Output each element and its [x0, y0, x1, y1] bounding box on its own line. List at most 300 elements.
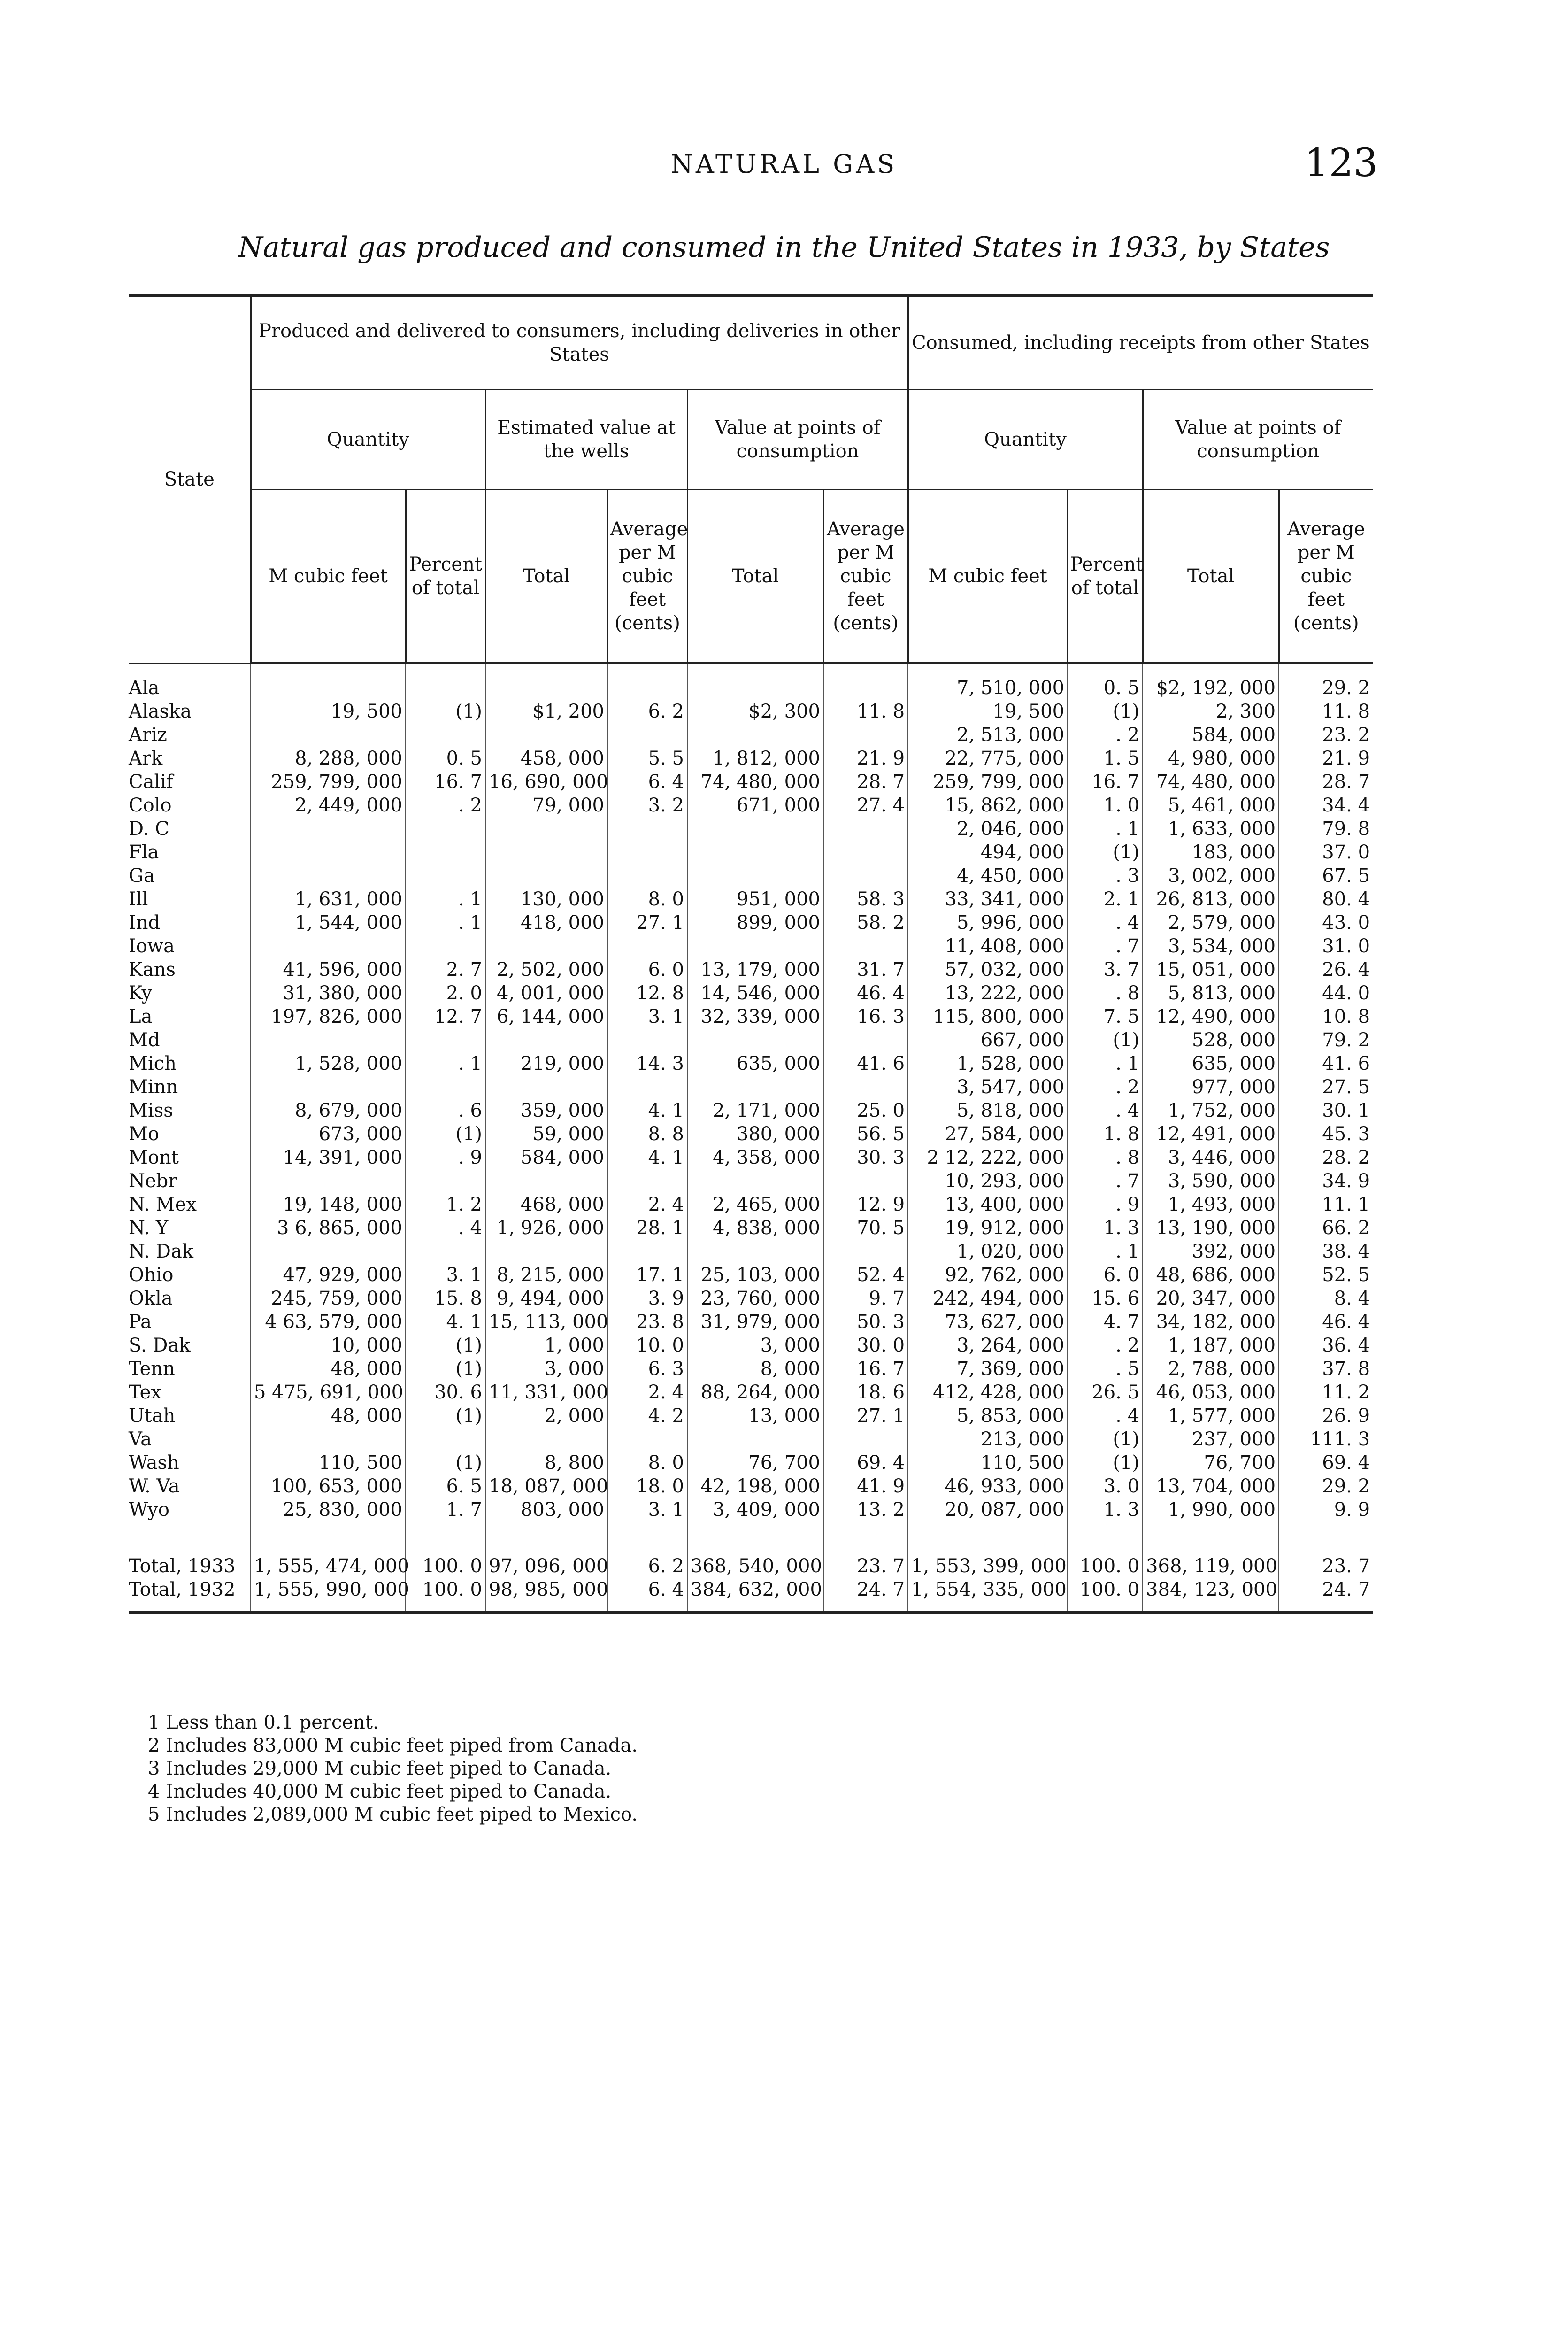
state-cell: Tenn [129, 1357, 251, 1381]
value-cell: $2, 192, 000 [1143, 663, 1279, 700]
total-value-cell: 368, 540, 000 [687, 1536, 823, 1578]
value-cell: 44. 0 [1279, 981, 1373, 1005]
state-cell: Wyo [129, 1498, 251, 1536]
value-cell: 2. 7 [406, 958, 485, 981]
table-caption: Natural gas produced and consumed in the United States in 1933, by States [238, 231, 1330, 264]
value-cell: 3, 002, 000 [1143, 864, 1279, 888]
value-cell [687, 1028, 823, 1052]
state-cell: Alaska [129, 700, 251, 723]
state-cell: Tex [129, 1381, 251, 1404]
value-cell [485, 663, 607, 700]
value-cell: 2. 4 [607, 1381, 687, 1404]
total-value-cell: 98, 985, 000 [485, 1578, 607, 1612]
value-cell: (1) [406, 1122, 485, 1146]
value-cell: 22, 775, 000 [908, 747, 1068, 770]
value-cell: 69. 4 [1279, 1451, 1373, 1475]
value-cell [251, 935, 406, 958]
value-cell [823, 723, 908, 747]
value-cell [485, 817, 607, 841]
value-cell: 59, 000 [485, 1122, 607, 1146]
value-cell: 48, 686, 000 [1143, 1263, 1279, 1287]
value-cell: 5 475, 691, 000 [251, 1381, 406, 1404]
col-header-total: Total [1143, 490, 1279, 664]
value-cell: 899, 000 [687, 911, 823, 935]
value-cell: 7, 510, 000 [908, 663, 1068, 700]
total-label: Total, 1932 [129, 1578, 251, 1612]
value-cell: 673, 000 [251, 1122, 406, 1146]
value-cell: 8. 4 [1279, 1287, 1373, 1310]
value-cell: 635, 000 [1143, 1052, 1279, 1075]
value-cell: 4. 2 [607, 1404, 687, 1428]
value-cell [607, 663, 687, 700]
total-value-cell: 1, 555, 990, 000 [251, 1578, 406, 1612]
value-cell [687, 864, 823, 888]
value-cell: 7. 5 [1068, 1005, 1143, 1028]
table-row [129, 1428, 1373, 1451]
value-cell: (1) [1068, 700, 1143, 723]
state-cell: Ohio [129, 1263, 251, 1287]
value-cell [406, 723, 485, 747]
value-cell: 219, 000 [485, 1052, 607, 1075]
value-cell: 45. 3 [1279, 1122, 1373, 1146]
value-cell: 2, 579, 000 [1143, 911, 1279, 935]
value-cell: 28. 2 [1279, 1146, 1373, 1169]
state-cell: N. Y [129, 1216, 251, 1240]
value-cell: 30. 6 [406, 1381, 485, 1404]
value-cell [406, 817, 485, 841]
value-cell: 3. 1 [607, 1498, 687, 1536]
state-cell: Okla [129, 1287, 251, 1310]
value-cell: 4, 450, 000 [908, 864, 1068, 888]
value-cell: 80. 4 [1279, 888, 1373, 911]
value-cell: 79, 000 [485, 794, 607, 817]
value-cell: 26, 813, 000 [1143, 888, 1279, 911]
value-cell: . 7 [1068, 1169, 1143, 1193]
value-cell: 977, 000 [1143, 1075, 1279, 1099]
footnote: 3 Includes 29,000 M cubic feet piped to Canada. [148, 1758, 612, 1779]
col-header-m-cubic-feet: M cubic feet [251, 490, 406, 664]
value-cell: 41. 6 [1279, 1052, 1373, 1075]
value-cell: 21. 9 [823, 747, 908, 770]
value-cell [485, 1075, 607, 1099]
value-cell: 418, 000 [485, 911, 607, 935]
value-cell [485, 1428, 607, 1451]
state-cell: S. Dak [129, 1334, 251, 1357]
total-value-cell: 23. 7 [1279, 1536, 1373, 1578]
value-cell: (1) [1068, 1451, 1143, 1475]
total-value-cell: 97, 096, 000 [485, 1536, 607, 1578]
value-cell: 14. 3 [607, 1052, 687, 1075]
value-cell: 458, 000 [485, 747, 607, 770]
table-row [129, 1287, 1373, 1310]
value-cell: 100, 653, 000 [251, 1475, 406, 1498]
value-cell: 27. 5 [1279, 1075, 1373, 1099]
state-cell: Va [129, 1428, 251, 1451]
value-cell: 21. 9 [1279, 747, 1373, 770]
value-cell: 58. 2 [823, 911, 908, 935]
state-cell: Nebr [129, 1169, 251, 1193]
value-cell: 28. 7 [823, 770, 908, 794]
value-cell: . 1 [1068, 817, 1143, 841]
value-cell: 16. 3 [823, 1005, 908, 1028]
col-header-average: Average per M cubic feet (cents) [1279, 490, 1373, 664]
total-value-cell: 384, 632, 000 [687, 1578, 823, 1612]
value-cell: 242, 494, 000 [908, 1287, 1068, 1310]
total-row [129, 1578, 1373, 1612]
value-cell: 412, 428, 000 [908, 1381, 1068, 1404]
value-cell: 36. 4 [1279, 1334, 1373, 1357]
value-cell: 8. 0 [607, 888, 687, 911]
value-cell: 2, 171, 000 [687, 1099, 823, 1122]
value-cell: 1, 633, 000 [1143, 817, 1279, 841]
value-cell: 5, 461, 000 [1143, 794, 1279, 817]
value-cell: 30. 1 [1279, 1099, 1373, 1122]
value-cell: 69. 4 [823, 1451, 908, 1475]
value-cell: 4. 1 [607, 1146, 687, 1169]
state-cell: Pa [129, 1310, 251, 1334]
value-cell: . 1 [406, 888, 485, 911]
value-cell: 27. 1 [607, 911, 687, 935]
value-cell: 6. 5 [406, 1475, 485, 1498]
value-cell [406, 1240, 485, 1263]
value-cell: 1. 0 [1068, 794, 1143, 817]
value-cell [823, 1028, 908, 1052]
value-cell: 25. 0 [823, 1099, 908, 1122]
table-row [129, 1216, 1373, 1240]
value-cell: 32, 339, 000 [687, 1005, 823, 1028]
value-cell: 13. 2 [823, 1498, 908, 1536]
table-row [129, 888, 1373, 911]
value-cell: . 4 [1068, 1099, 1143, 1122]
total-value-cell: 368, 119, 000 [1143, 1536, 1279, 1578]
value-cell: 4, 838, 000 [687, 1216, 823, 1240]
value-cell: 0. 5 [406, 747, 485, 770]
value-cell: 16. 7 [1068, 770, 1143, 794]
value-cell: 27, 584, 000 [908, 1122, 1068, 1146]
col-header-percent: Percent of total [1068, 490, 1143, 664]
value-cell: 1, 812, 000 [687, 747, 823, 770]
value-cell: 4. 1 [406, 1310, 485, 1334]
state-cell: D. C [129, 817, 251, 841]
value-cell: 31, 380, 000 [251, 981, 406, 1005]
table-row [129, 1334, 1373, 1357]
value-cell: 6, 144, 000 [485, 1005, 607, 1028]
value-cell: 50. 3 [823, 1310, 908, 1334]
value-cell: 18, 087, 000 [485, 1475, 607, 1498]
value-cell [607, 1428, 687, 1451]
value-cell [251, 864, 406, 888]
value-cell: 9, 494, 000 [485, 1287, 607, 1310]
value-cell: 14, 391, 000 [251, 1146, 406, 1169]
value-cell: 79. 2 [1279, 1028, 1373, 1052]
value-cell: . 2 [406, 794, 485, 817]
value-cell: 245, 759, 000 [251, 1287, 406, 1310]
state-cell: Colo [129, 794, 251, 817]
table-row [129, 935, 1373, 958]
value-cell: (1) [1068, 841, 1143, 864]
value-cell [251, 817, 406, 841]
value-cell: 6. 3 [607, 1357, 687, 1381]
value-cell [485, 841, 607, 864]
value-cell [251, 663, 406, 700]
value-cell [823, 1075, 908, 1099]
gas-statistics-table [129, 294, 1373, 1614]
value-cell: (1) [406, 700, 485, 723]
state-cell: Md [129, 1028, 251, 1052]
value-cell: 14, 546, 000 [687, 981, 823, 1005]
table-row [129, 747, 1373, 770]
value-cell: 92, 762, 000 [908, 1263, 1068, 1287]
value-cell: 4, 001, 000 [485, 981, 607, 1005]
value-cell: 19, 500 [908, 700, 1068, 723]
value-cell [823, 663, 908, 700]
value-cell: 110, 500 [251, 1451, 406, 1475]
value-cell: 237, 000 [1143, 1428, 1279, 1451]
value-cell: 803, 000 [485, 1498, 607, 1536]
table-body [129, 663, 1373, 1612]
value-cell: 13, 190, 000 [1143, 1216, 1279, 1240]
value-cell [607, 1169, 687, 1193]
value-cell: 3. 9 [607, 1287, 687, 1310]
value-cell: 74, 480, 000 [687, 770, 823, 794]
value-cell: 73, 627, 000 [908, 1310, 1068, 1334]
value-cell: 79. 8 [1279, 817, 1373, 841]
value-cell [823, 841, 908, 864]
value-cell [406, 1028, 485, 1052]
value-cell: 66. 2 [1279, 1216, 1373, 1240]
value-cell [823, 1240, 908, 1263]
value-cell [823, 1169, 908, 1193]
value-cell [823, 1428, 908, 1451]
value-cell [251, 723, 406, 747]
value-cell: 8, 679, 000 [251, 1099, 406, 1122]
value-cell: 11, 331, 000 [485, 1381, 607, 1404]
value-cell: 15, 113, 000 [485, 1310, 607, 1334]
value-cell [687, 663, 823, 700]
consumed-value-consumption-header: Value at points of consumption [1143, 390, 1373, 490]
value-cell [687, 723, 823, 747]
state-cell: Mich [129, 1052, 251, 1075]
value-cell: 5, 813, 000 [1143, 981, 1279, 1005]
value-cell: 48, 000 [251, 1404, 406, 1428]
consumed-group-header: Consumed, including receipts from other States [908, 295, 1373, 390]
value-cell: 76, 700 [1143, 1451, 1279, 1475]
value-cell: 1, 493, 000 [1143, 1193, 1279, 1216]
value-cell: 1, 577, 000 [1143, 1404, 1279, 1428]
value-cell: 3. 1 [406, 1263, 485, 1287]
col-header-average: Average per M cubic feet (cents) [607, 490, 687, 664]
value-cell: 1. 5 [1068, 747, 1143, 770]
value-cell [687, 1240, 823, 1263]
value-cell: 115, 800, 000 [908, 1005, 1068, 1028]
value-cell: 3, 264, 000 [908, 1334, 1068, 1357]
value-cell: 31, 979, 000 [687, 1310, 823, 1334]
total-value-cell: 6. 4 [607, 1578, 687, 1612]
total-value-cell: 24. 7 [823, 1578, 908, 1612]
total-value-cell: 384, 123, 000 [1143, 1578, 1279, 1612]
value-cell: 18. 0 [607, 1475, 687, 1498]
value-cell: 3. 0 [1068, 1475, 1143, 1498]
total-row [129, 1536, 1373, 1578]
state-cell: Ind [129, 911, 251, 935]
table-row [129, 1310, 1373, 1334]
value-cell: . 6 [406, 1099, 485, 1122]
value-cell: (1) [406, 1357, 485, 1381]
value-cell [485, 864, 607, 888]
value-cell: 951, 000 [687, 888, 823, 911]
value-cell: 8, 288, 000 [251, 747, 406, 770]
value-cell: 635, 000 [687, 1052, 823, 1075]
value-cell: 5, 996, 000 [908, 911, 1068, 935]
state-column-header: State [129, 295, 251, 663]
value-cell: 2, 000 [485, 1404, 607, 1428]
table-row [129, 1404, 1373, 1428]
value-cell: 37. 0 [1279, 841, 1373, 864]
state-cell: Ga [129, 864, 251, 888]
total-value-cell: 100. 0 [1068, 1578, 1143, 1612]
produced-value-consumption-header: Value at points of consumption [687, 390, 908, 490]
state-cell: W. Va [129, 1475, 251, 1498]
value-cell: 5, 853, 000 [908, 1404, 1068, 1428]
value-cell [406, 864, 485, 888]
value-cell: 23, 760, 000 [687, 1287, 823, 1310]
footnotes [148, 1711, 638, 1826]
value-cell: 3 6, 865, 000 [251, 1216, 406, 1240]
state-cell: Ky [129, 981, 251, 1005]
table-row [129, 1146, 1373, 1169]
value-cell: . 2 [1068, 1075, 1143, 1099]
value-cell: 3. 2 [607, 794, 687, 817]
value-cell [607, 1075, 687, 1099]
value-cell: 380, 000 [687, 1122, 823, 1146]
state-cell: Miss [129, 1099, 251, 1122]
value-cell [687, 1428, 823, 1451]
value-cell: . 4 [406, 1216, 485, 1240]
value-cell: 43. 0 [1279, 911, 1373, 935]
table-row [129, 770, 1373, 794]
value-cell: 52. 4 [823, 1263, 908, 1287]
value-cell: 12, 491, 000 [1143, 1122, 1279, 1146]
value-cell: 259, 799, 000 [251, 770, 406, 794]
footnote: 2 Includes 83,000 M cubic feet piped from Canada. [148, 1735, 638, 1756]
table-row [129, 1099, 1373, 1122]
value-cell: . 1 [406, 911, 485, 935]
table-row [129, 663, 1373, 700]
value-cell: 27. 1 [823, 1404, 908, 1428]
table-row [129, 1122, 1373, 1146]
value-cell: 0. 5 [1068, 663, 1143, 700]
value-cell: 38. 4 [1279, 1240, 1373, 1263]
value-cell: 1, 528, 000 [908, 1052, 1068, 1075]
total-value-cell: 1, 555, 474, 000 [251, 1536, 406, 1578]
table-row [129, 841, 1373, 864]
state-cell: Kans [129, 958, 251, 981]
value-cell: 2, 046, 000 [908, 817, 1068, 841]
value-cell: 1, 528, 000 [251, 1052, 406, 1075]
produced-quantity-header: Quantity [251, 390, 485, 490]
value-cell: 46, 053, 000 [1143, 1381, 1279, 1404]
value-cell: 15, 862, 000 [908, 794, 1068, 817]
value-cell: $2, 300 [687, 700, 823, 723]
table-row [129, 794, 1373, 817]
value-cell: 3, 000 [687, 1334, 823, 1357]
value-cell: 15. 8 [406, 1287, 485, 1310]
table-row [129, 1381, 1373, 1404]
value-cell [687, 841, 823, 864]
value-cell: 5, 818, 000 [908, 1099, 1068, 1122]
value-cell: 183, 000 [1143, 841, 1279, 864]
value-cell: 4. 7 [1068, 1310, 1143, 1334]
value-cell: 1. 3 [1068, 1216, 1143, 1240]
value-cell: 528, 000 [1143, 1028, 1279, 1052]
col-header-m-cubic-feet: M cubic feet [908, 490, 1068, 664]
total-value-cell: 6. 2 [607, 1536, 687, 1578]
table-row [129, 911, 1373, 935]
value-cell: 19, 500 [251, 700, 406, 723]
value-cell [607, 935, 687, 958]
value-cell: 42, 198, 000 [687, 1475, 823, 1498]
value-cell [406, 1428, 485, 1451]
value-cell: 37. 8 [1279, 1357, 1373, 1381]
value-cell: 2. 4 [607, 1193, 687, 1216]
running-title: NATURAL GAS [670, 149, 898, 179]
state-cell: Wash [129, 1451, 251, 1475]
value-cell: 2, 465, 000 [687, 1193, 823, 1216]
value-cell: 46, 933, 000 [908, 1475, 1068, 1498]
value-cell: 8, 800 [485, 1451, 607, 1475]
value-cell [687, 1075, 823, 1099]
value-cell: 2. 0 [406, 981, 485, 1005]
value-cell [251, 1428, 406, 1451]
value-cell: 52. 5 [1279, 1263, 1373, 1287]
state-cell: Mont [129, 1146, 251, 1169]
value-cell: 4, 980, 000 [1143, 747, 1279, 770]
value-cell [406, 841, 485, 864]
value-cell: 19, 912, 000 [908, 1216, 1068, 1240]
value-cell [607, 1240, 687, 1263]
value-cell: 41. 6 [823, 1052, 908, 1075]
value-cell: 1. 2 [406, 1193, 485, 1216]
table-row [129, 1451, 1373, 1475]
value-cell: . 1 [1068, 1240, 1143, 1263]
value-cell [607, 841, 687, 864]
table-row [129, 981, 1373, 1005]
table-row [129, 817, 1373, 841]
value-cell: 41, 596, 000 [251, 958, 406, 981]
value-cell: 13, 400, 000 [908, 1193, 1068, 1216]
value-cell: 197, 826, 000 [251, 1005, 406, 1028]
total-value-cell: 100. 0 [406, 1536, 485, 1578]
total-value-cell: 24. 7 [1279, 1578, 1373, 1612]
value-cell [823, 864, 908, 888]
total-value-cell: 1, 554, 335, 000 [908, 1578, 1068, 1612]
value-cell: . 4 [1068, 911, 1143, 935]
value-cell: 3. 7 [1068, 958, 1143, 981]
value-cell: 7, 369, 000 [908, 1357, 1068, 1381]
value-cell [406, 935, 485, 958]
value-cell: 26. 4 [1279, 958, 1373, 981]
table-row [129, 723, 1373, 747]
value-cell [485, 1240, 607, 1263]
value-cell: 57, 032, 000 [908, 958, 1068, 981]
value-cell: 671, 000 [687, 794, 823, 817]
state-cell: Ala [129, 663, 251, 700]
value-cell: 4, 358, 000 [687, 1146, 823, 1169]
produced-group-header: Produced and delivered to consumers, including deliveries in other States [251, 295, 908, 390]
value-cell: 16, 690, 000 [485, 770, 607, 794]
total-value-cell: 100. 0 [1068, 1536, 1143, 1578]
value-cell [251, 841, 406, 864]
